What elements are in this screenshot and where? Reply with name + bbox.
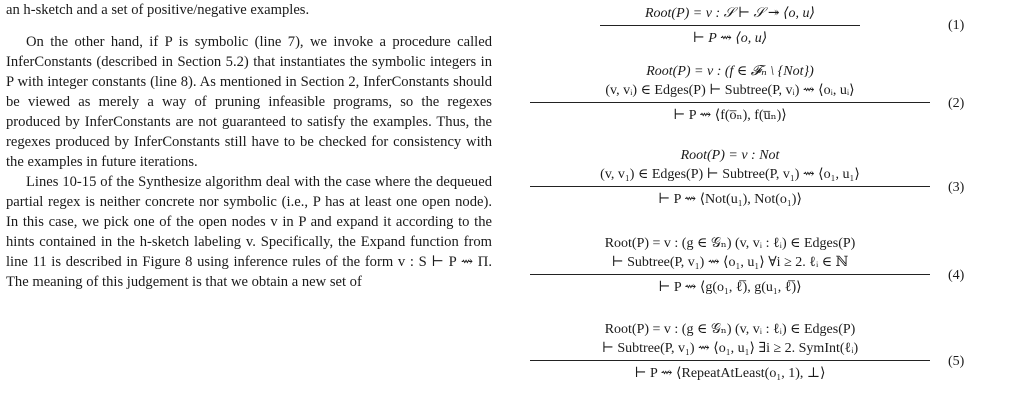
rule-premise: Root(P) = v : (g ∈ 𝒢ₙ) (v, vᵢ : ℓᵢ) ∈ Edges(P) — [604, 322, 856, 337]
rule-bar — [530, 186, 930, 187]
rule-premise: Root(P) = v : (g ∈ 𝒢ₙ) (v, vᵢ : ℓᵢ) ∈ Edges(P) — [604, 236, 856, 251]
rule-bar — [530, 102, 930, 103]
rule-premise: ⊢ Subtree(P, v₁) ⇝ ⟨o₁, u₁⟩ ∃i ≥ 2. SymInt(ℓᵢ) — [601, 341, 859, 356]
rule-premise: ⊢ Subtree(P, v₁) ⇝ ⟨o₁, u₁⟩ ∀i ≥ 2. ℓᵢ ∈ ℕ — [611, 255, 849, 270]
inference-rule-3 — [500, 146, 965, 209]
rule-bar — [600, 25, 860, 26]
rule-conclusion: ⊢ P ⇝ ⟨o, u⟩ — [692, 31, 768, 46]
rule-conclusion: ⊢ P ⇝ ⟨f(o̅ₙ), f(u̅ₙ)⟩ — [673, 108, 787, 123]
body-text-column — [6, 0, 492, 292]
rule-premise: (v, v₁) ∈ Edges(P) ⊢ Subtree(P, v₁) ⇝ ⟨o₁, u₁⟩ — [600, 167, 860, 182]
rule-conclusion: ⊢ P ⇝ ⟨g(o₁, ℓ̅), g(u₁, ℓ̅)⟩ — [658, 280, 802, 295]
rule-number: (1) — [948, 18, 965, 33]
rule-premise: Root(P) = v : Not — [680, 148, 780, 163]
paragraph-infer-constants: On the other hand, if P is symbolic (line 7), we invoke a procedure called InferConstants (described in Section 5.2) that instantiates the symbolic integers in P with integer constants (line 8). As mentioned in Section 2, InferConstants should be viewed as merely a way of pruning infeasible programs, so the regexes produced by InferConstants are not guaranteed to satisfy the examples. Thus, the regexes produced by InferConstants still have to be checked for consistency with the examples in future iterations. — [6, 34, 492, 170]
inference-rule-1 — [500, 4, 965, 48]
inference-rule-5 — [500, 320, 965, 383]
rule-number: (2) — [948, 96, 965, 111]
inference-rule-4 — [500, 234, 965, 297]
inference-rule-2 — [500, 62, 965, 125]
paragraph-synthesize: Lines 10-15 of the Synthesize algorithm deal with the case where the dequeued partial regex is neither concrete nor symbolic (i.e., P has at least one open node). In this case, we pick one of the open nodes v in P and expand it according to the hints contained in the h-sketch labeling v. Specifically, the Expand function from line 11 is described in Figure 8 using inference rules of the form v : S ⊢ P ⇝ Π. The meaning of this judgement is that we obtain a new set of — [6, 174, 492, 290]
rule-bar — [530, 360, 930, 361]
paragraph-continuation: an h-sketch and a set of positive/negative examples. — [6, 2, 310, 18]
rule-number: (3) — [948, 180, 965, 195]
rule-premise: Root(P) = v : 𝒮 ⊢ 𝒮 ↠ ⟨o, u⟩ — [644, 6, 815, 21]
rule-conclusion: ⊢ P ⇝ ⟨RepeatAtLeast(o₁, 1), ⊥⟩ — [634, 366, 826, 381]
rule-number: (5) — [948, 354, 965, 369]
rule-conclusion: ⊢ P ⇝ ⟨Not(u₁), Not(o₁)⟩ — [658, 192, 802, 207]
rule-bar — [530, 274, 930, 275]
rule-premise: (v, vᵢ) ∈ Edges(P) ⊢ Subtree(P, vᵢ) ⇝ ⟨oᵢ, uᵢ⟩ — [605, 83, 855, 98]
rule-number: (4) — [948, 268, 965, 283]
rule-premise: Root(P) = v : (f ∈ 𝓕ₙ \ {Not}) — [646, 64, 814, 79]
